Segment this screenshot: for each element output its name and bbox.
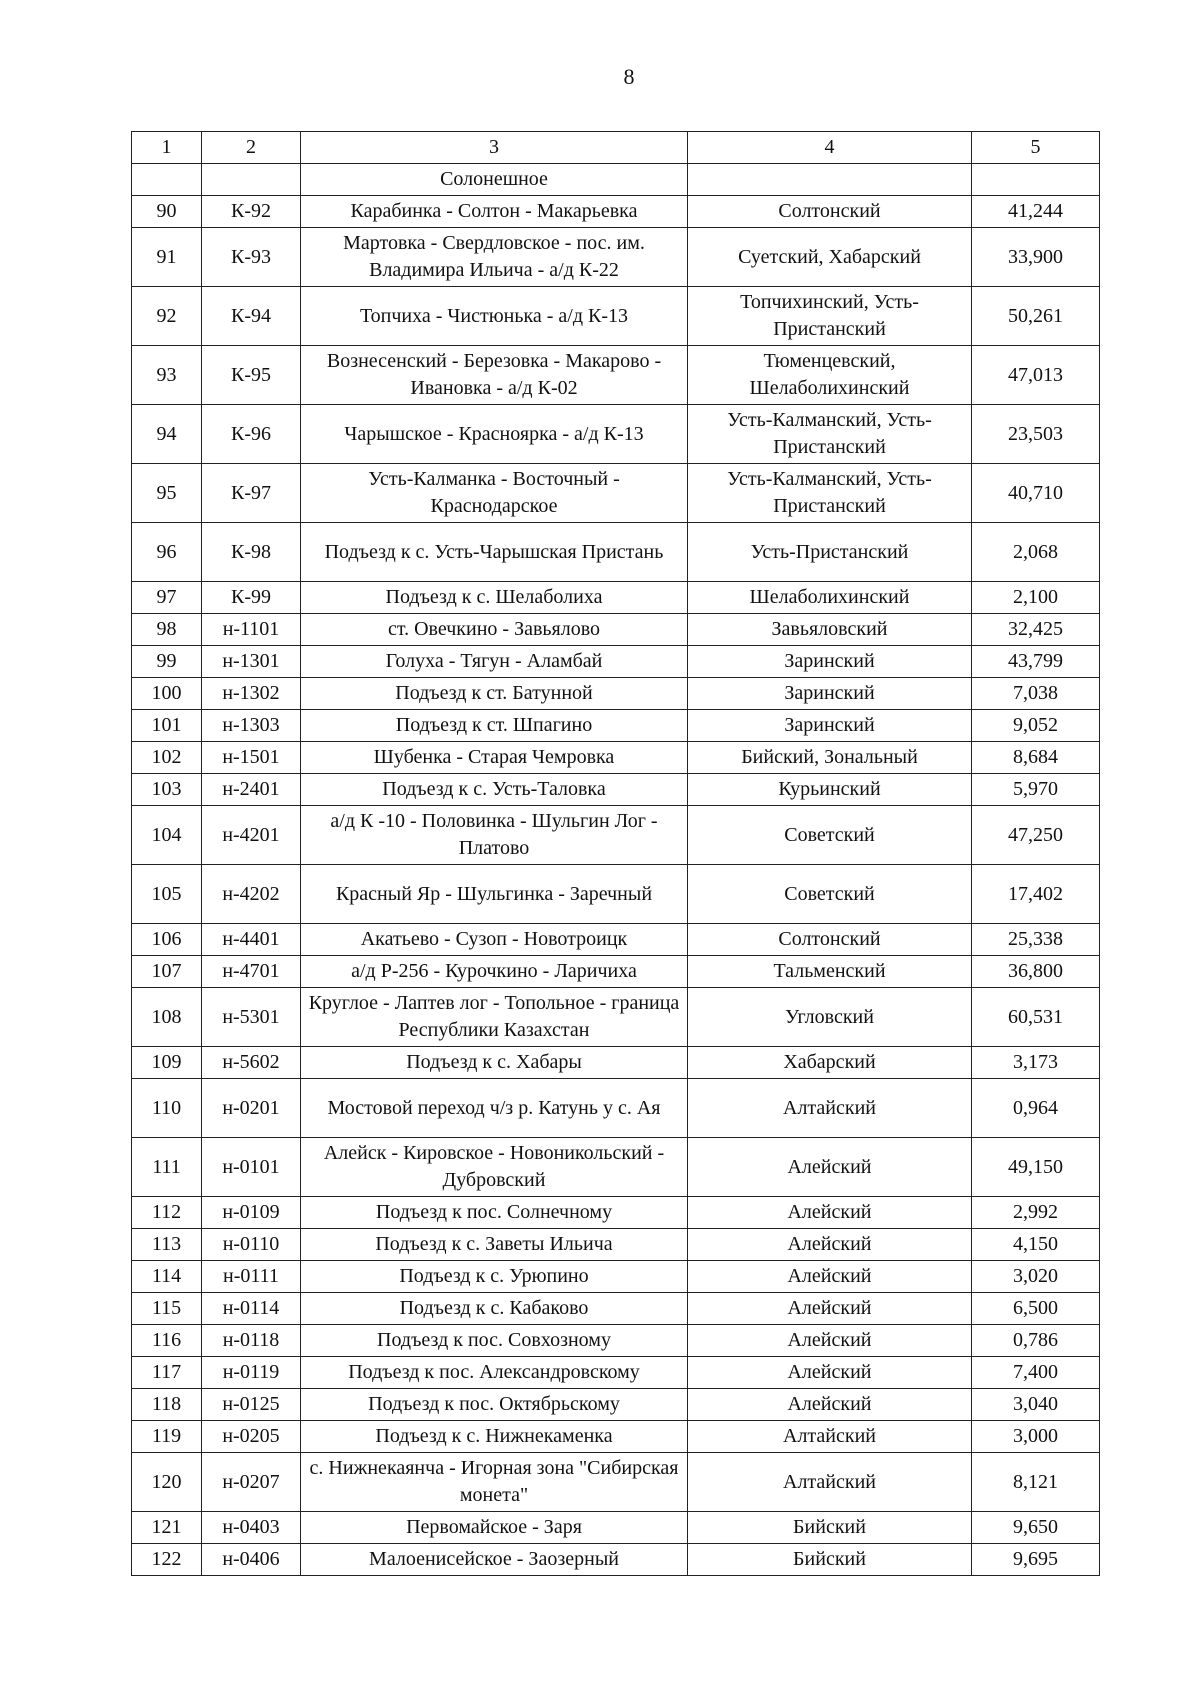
road-code-cell: н-0111 <box>202 1261 301 1293</box>
road-name-cell: Шубенка - Старая Чемровка <box>301 742 688 774</box>
length-cell: 9,052 <box>972 710 1100 742</box>
district-cell: Усть-Калманский, Усть-Пристанский <box>688 405 972 464</box>
header-row <box>132 132 1100 164</box>
table-row <box>132 523 1100 582</box>
road-code-cell: н-4401 <box>202 924 301 956</box>
district-cell: Заринский <box>688 646 972 678</box>
district-cell: Алейский <box>688 1197 972 1229</box>
district-cell: Алейский <box>688 1138 972 1197</box>
road-name-cell: Подъезд к пос. Александровскому <box>301 1357 688 1389</box>
table-row <box>132 1357 1100 1389</box>
length-cell: 6,500 <box>972 1293 1100 1325</box>
district-cell: Солтонский <box>688 924 972 956</box>
road-name-cell: Подъезд к с. Урюпино <box>301 1261 688 1293</box>
road-name-cell: Голуха - Тягун - Аламбай <box>301 646 688 678</box>
road-code-cell: н-4202 <box>202 865 301 924</box>
road-code-cell: н-1303 <box>202 710 301 742</box>
length-cell: 8,121 <box>972 1453 1100 1512</box>
road-code-cell: н-0201 <box>202 1079 301 1138</box>
column-header-4: 4 <box>688 132 972 164</box>
row-number-cell: 111 <box>132 1138 202 1197</box>
row-number-cell: 122 <box>132 1544 202 1576</box>
row-number-cell: 119 <box>132 1421 202 1453</box>
district-cell: Заринский <box>688 678 972 710</box>
column-header-3: 3 <box>301 132 688 164</box>
road-code-cell: н-0114 <box>202 1293 301 1325</box>
length-cell: 7,400 <box>972 1357 1100 1389</box>
length-cell: 2,992 <box>972 1197 1100 1229</box>
district-cell: Топчихинский, Усть-Пристанский <box>688 287 972 346</box>
district-cell: Тальменский <box>688 956 972 988</box>
table-row <box>132 164 1100 196</box>
length-cell: 36,800 <box>972 956 1100 988</box>
district-cell: Алейский <box>688 1293 972 1325</box>
road-name-cell: Топчиха - Чистюнька - а/д К-13 <box>301 287 688 346</box>
length-cell: 3,040 <box>972 1389 1100 1421</box>
road-name-cell: а/д К -10 - Половинка - Шульгин Лог - Платово <box>301 806 688 865</box>
road-name-cell: Подъезд к с. Шелаболиха <box>301 582 688 614</box>
row-number-cell: 90 <box>132 196 202 228</box>
road-code-cell: н-1302 <box>202 678 301 710</box>
table-row <box>132 1229 1100 1261</box>
district-cell: Суетский, Хабарский <box>688 228 972 287</box>
district-cell: Завьяловский <box>688 614 972 646</box>
road-name-cell: а/д Р-256 - Курочкино - Ларичиха <box>301 956 688 988</box>
table-row <box>132 1079 1100 1138</box>
road-name-cell: Чарышское - Красноярка - а/д К-13 <box>301 405 688 464</box>
row-number-cell: 102 <box>132 742 202 774</box>
road-code-cell: н-0109 <box>202 1197 301 1229</box>
table-row <box>132 956 1100 988</box>
row-number-cell: 116 <box>132 1325 202 1357</box>
row-number-cell: 118 <box>132 1389 202 1421</box>
length-cell: 8,684 <box>972 742 1100 774</box>
row-number-cell: 96 <box>132 523 202 582</box>
district-cell: Хабарский <box>688 1047 972 1079</box>
length-cell: 40,710 <box>972 464 1100 523</box>
table-row <box>132 988 1100 1047</box>
road-name-cell: Подъезд к с. Хабары <box>301 1047 688 1079</box>
length-cell: 2,100 <box>972 582 1100 614</box>
road-name-cell: Подъезд к с. Усть-Чарышская Пристань <box>301 523 688 582</box>
road-name-cell: Усть-Калманка - Восточный - Краснодарское <box>301 464 688 523</box>
road-code-cell: н-0101 <box>202 1138 301 1197</box>
district-cell: Бийский <box>688 1512 972 1544</box>
row-number-cell: 105 <box>132 865 202 924</box>
table-row <box>132 1453 1100 1512</box>
table-row <box>132 1197 1100 1229</box>
road-code-cell <box>202 164 301 196</box>
table-row <box>132 1047 1100 1079</box>
row-number-cell: 110 <box>132 1079 202 1138</box>
district-cell: Бийский <box>688 1544 972 1576</box>
road-code-cell: н-2401 <box>202 774 301 806</box>
page-number: 8 <box>623 64 635 89</box>
length-cell: 47,013 <box>972 346 1100 405</box>
length-cell: 9,650 <box>972 1512 1100 1544</box>
road-code-cell: н-0118 <box>202 1325 301 1357</box>
row-number-cell: 106 <box>132 924 202 956</box>
length-cell: 23,503 <box>972 405 1100 464</box>
table-row <box>132 582 1100 614</box>
district-cell: Алтайский <box>688 1079 972 1138</box>
table-row <box>132 742 1100 774</box>
table-row <box>132 346 1100 405</box>
column-header-2: 2 <box>202 132 301 164</box>
road-code-cell: н-0125 <box>202 1389 301 1421</box>
length-cell: 41,244 <box>972 196 1100 228</box>
road-name-cell: ст. Овечкино - Завьялово <box>301 614 688 646</box>
length-cell: 3,173 <box>972 1047 1100 1079</box>
row-number-cell <box>132 164 202 196</box>
district-cell: Солтонский <box>688 196 972 228</box>
table-row <box>132 678 1100 710</box>
road-name-cell: Подъезд к пос. Совхозному <box>301 1325 688 1357</box>
length-cell: 50,261 <box>972 287 1100 346</box>
row-number-cell: 100 <box>132 678 202 710</box>
row-number-cell: 104 <box>132 806 202 865</box>
district-cell: Заринский <box>688 710 972 742</box>
district-cell: Алейский <box>688 1389 972 1421</box>
road-name-cell: с. Нижнекаянча - Игорная зона "Сибирская монета" <box>301 1453 688 1512</box>
road-name-cell: Первомайское - Заря <box>301 1512 688 1544</box>
district-cell: Советский <box>688 865 972 924</box>
road-name-cell: Карабинка - Солтон - Макарьевка <box>301 196 688 228</box>
road-name-cell: Алейск - Кировское - Новоникольский - Дубровский <box>301 1138 688 1197</box>
table-row <box>132 806 1100 865</box>
row-number-cell: 108 <box>132 988 202 1047</box>
road-name-cell: Подъезд к пос. Октябрьскому <box>301 1389 688 1421</box>
row-number-cell: 109 <box>132 1047 202 1079</box>
length-cell: 3,020 <box>972 1261 1100 1293</box>
road-code-cell: н-0207 <box>202 1453 301 1512</box>
road-code-cell: н-0403 <box>202 1512 301 1544</box>
row-number-cell: 93 <box>132 346 202 405</box>
length-cell: 33,900 <box>972 228 1100 287</box>
length-cell: 5,970 <box>972 774 1100 806</box>
row-number-cell: 114 <box>132 1261 202 1293</box>
table-row <box>132 1293 1100 1325</box>
road-name-cell: Мостовой переход ч/з р. Катунь у с. Ая <box>301 1079 688 1138</box>
length-cell: 3,000 <box>972 1421 1100 1453</box>
row-number-cell: 91 <box>132 228 202 287</box>
table-row <box>132 196 1100 228</box>
district-cell: Алтайский <box>688 1453 972 1512</box>
length-cell: 49,150 <box>972 1138 1100 1197</box>
row-number-cell: 107 <box>132 956 202 988</box>
road-name-cell: Подъезд к с. Нижнекаменка <box>301 1421 688 1453</box>
district-cell: Алтайский <box>688 1421 972 1453</box>
length-cell: 25,338 <box>972 924 1100 956</box>
table-row <box>132 1138 1100 1197</box>
row-number-cell: 95 <box>132 464 202 523</box>
road-name-cell: Солонешное <box>301 164 688 196</box>
road-name-cell: Малоенисейское - Заозерный <box>301 1544 688 1576</box>
district-cell: Алейский <box>688 1325 972 1357</box>
district-cell: Шелаболихинский <box>688 582 972 614</box>
length-cell: 47,250 <box>972 806 1100 865</box>
road-code-cell: н-5301 <box>202 988 301 1047</box>
length-cell: 0,786 <box>972 1325 1100 1357</box>
road-code-cell: н-1501 <box>202 742 301 774</box>
row-number-cell: 99 <box>132 646 202 678</box>
table-row <box>132 1544 1100 1576</box>
row-number-cell: 98 <box>132 614 202 646</box>
table-row <box>132 774 1100 806</box>
road-name-cell: Подъезд к ст. Батунной <box>301 678 688 710</box>
road-name-cell: Подъезд к пос. Солнечному <box>301 1197 688 1229</box>
length-cell: 60,531 <box>972 988 1100 1047</box>
table-row <box>132 1389 1100 1421</box>
road-name-cell: Мартовка - Свердловское - пос. им. Владимира Ильича - а/д К-22 <box>301 228 688 287</box>
road-name-cell: Акатьево - Сузоп - Новотроицк <box>301 924 688 956</box>
row-number-cell: 120 <box>132 1453 202 1512</box>
table-row <box>132 1261 1100 1293</box>
road-code-cell: К-98 <box>202 523 301 582</box>
district-cell: Бийский, Зональный <box>688 742 972 774</box>
road-name-cell: Вознесенский - Березовка - Макарово - Ивановка - а/д К-02 <box>301 346 688 405</box>
column-header-1: 1 <box>132 132 202 164</box>
length-cell: 9,695 <box>972 1544 1100 1576</box>
road-code-cell: н-0119 <box>202 1357 301 1389</box>
road-code-cell: К-96 <box>202 405 301 464</box>
road-code-cell: К-92 <box>202 196 301 228</box>
row-number-cell: 97 <box>132 582 202 614</box>
road-code-cell: К-95 <box>202 346 301 405</box>
table-row <box>132 1325 1100 1357</box>
row-number-cell: 103 <box>132 774 202 806</box>
row-number-cell: 113 <box>132 1229 202 1261</box>
length-cell: 17,402 <box>972 865 1100 924</box>
length-cell <box>972 164 1100 196</box>
road-code-cell: н-1301 <box>202 646 301 678</box>
road-name-cell: Круглое - Лаптев лог - Топольное - граница Республики Казахстан <box>301 988 688 1047</box>
length-cell: 7,038 <box>972 678 1100 710</box>
district-cell: Курьинский <box>688 774 972 806</box>
row-number-cell: 121 <box>132 1512 202 1544</box>
district-cell: Алейский <box>688 1261 972 1293</box>
district-cell: Тюменцевский, Шелаболихинский <box>688 346 972 405</box>
length-cell: 4,150 <box>972 1229 1100 1261</box>
road-code-cell: К-94 <box>202 287 301 346</box>
road-code-cell: К-93 <box>202 228 301 287</box>
table-row <box>132 1421 1100 1453</box>
roads-table <box>131 131 1100 1576</box>
table-row <box>132 865 1100 924</box>
table-row <box>132 646 1100 678</box>
table-row <box>132 614 1100 646</box>
length-cell: 2,068 <box>972 523 1100 582</box>
road-name-cell: Подъезд к с. Усть-Таловка <box>301 774 688 806</box>
road-code-cell: н-1101 <box>202 614 301 646</box>
road-code-cell: н-5602 <box>202 1047 301 1079</box>
road-name-cell: Подъезд к с. Заветы Ильича <box>301 1229 688 1261</box>
district-cell: Усть-Калманский, Усть-Пристанский <box>688 464 972 523</box>
road-code-cell: н-0205 <box>202 1421 301 1453</box>
road-code-cell: н-4701 <box>202 956 301 988</box>
district-cell: Угловский <box>688 988 972 1047</box>
row-number-cell: 94 <box>132 405 202 464</box>
column-header-5: 5 <box>972 132 1100 164</box>
district-cell <box>688 164 972 196</box>
road-code-cell: н-4201 <box>202 806 301 865</box>
table-row <box>132 228 1100 287</box>
table-row <box>132 924 1100 956</box>
table-row <box>132 287 1100 346</box>
row-number-cell: 115 <box>132 1293 202 1325</box>
road-code-cell: н-0406 <box>202 1544 301 1576</box>
table-row <box>132 710 1100 742</box>
length-cell: 0,964 <box>972 1079 1100 1138</box>
district-cell: Алейский <box>688 1229 972 1261</box>
district-cell: Усть-Пристанский <box>688 523 972 582</box>
district-cell: Советский <box>688 806 972 865</box>
length-cell: 43,799 <box>972 646 1100 678</box>
road-code-cell: К-97 <box>202 464 301 523</box>
road-code-cell: К-99 <box>202 582 301 614</box>
table-row <box>132 464 1100 523</box>
table-row <box>132 1512 1100 1544</box>
row-number-cell: 117 <box>132 1357 202 1389</box>
road-name-cell: Красный Яр - Шульгинка - Заречный <box>301 865 688 924</box>
road-name-cell: Подъезд к ст. Шпагино <box>301 710 688 742</box>
length-cell: 32,425 <box>972 614 1100 646</box>
row-number-cell: 92 <box>132 287 202 346</box>
road-name-cell: Подъезд к с. Кабаково <box>301 1293 688 1325</box>
row-number-cell: 112 <box>132 1197 202 1229</box>
table-row <box>132 405 1100 464</box>
district-cell: Алейский <box>688 1357 972 1389</box>
row-number-cell: 101 <box>132 710 202 742</box>
road-code-cell: н-0110 <box>202 1229 301 1261</box>
